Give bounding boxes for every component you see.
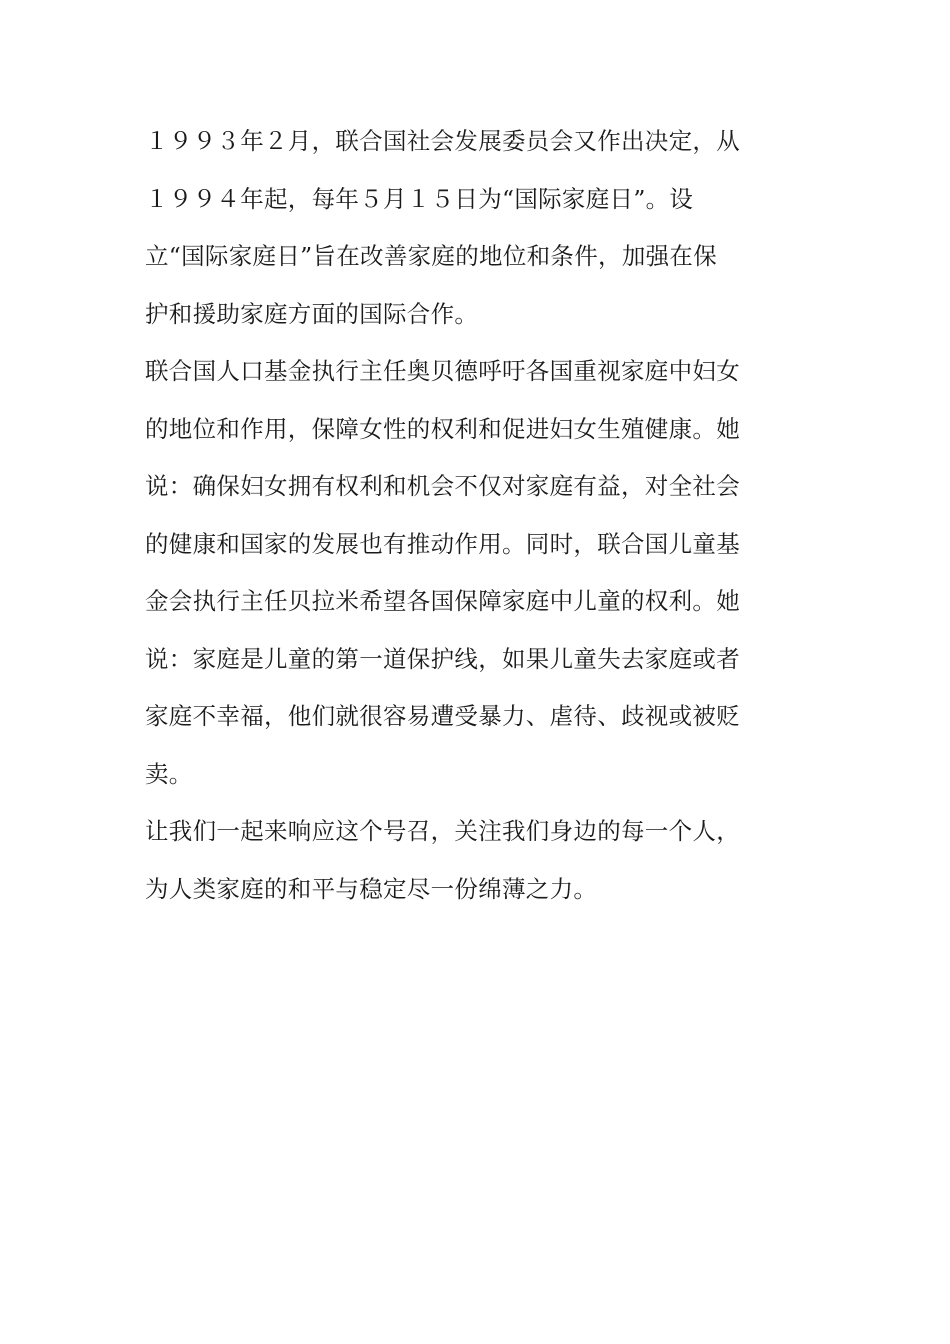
paragraph-1 (145, 113, 807, 343)
text-line: 联合国人口基金执行主任奥贝德呼吁各国重视家庭中妇女 (145, 357, 740, 385)
text-line: 的地位和作用，保障女性的权利和促进妇女生殖健康。她 (145, 414, 740, 443)
text-line: 让我们一起来响应这个号召，关注我们身边的每一个人， (145, 817, 740, 845)
document-body (145, 113, 807, 918)
text-line: 说：确保妇女拥有权利和机会不仅对家庭有益，对全社会 (145, 472, 740, 500)
text-line: 卖。 (145, 759, 193, 788)
text-line: 立“国际家庭日”旨在改善家庭的地位和条件，加强在保 (145, 242, 718, 270)
text-line: 说：家庭是儿童的第一道保护线，如果儿童失去家庭或者 (145, 644, 740, 673)
text-line: 为人类家庭的和平与稳定尽一份绵薄之力。 (145, 874, 598, 903)
paragraph-2 (145, 343, 807, 803)
text-line: １９９３年２月，联合国社会发展委员会又作出决定，从 (145, 127, 740, 155)
text-line: 家庭不幸福，他们就很容易遭受暴力、虐待、歧视或被贬 (145, 702, 740, 730)
text-line: 护和援助家庭方面的国际合作。 (145, 299, 479, 328)
text-line: 的健康和国家的发展也有推动作用。同时，联合国儿童基 (145, 529, 740, 558)
paragraph-3 (145, 803, 807, 918)
text-line: １９９４年起，每年５月１５日为“国际家庭日”。设 (145, 184, 694, 213)
text-line: 金会执行主任贝拉米希望各国保障家庭中儿童的权利。她 (145, 587, 740, 615)
